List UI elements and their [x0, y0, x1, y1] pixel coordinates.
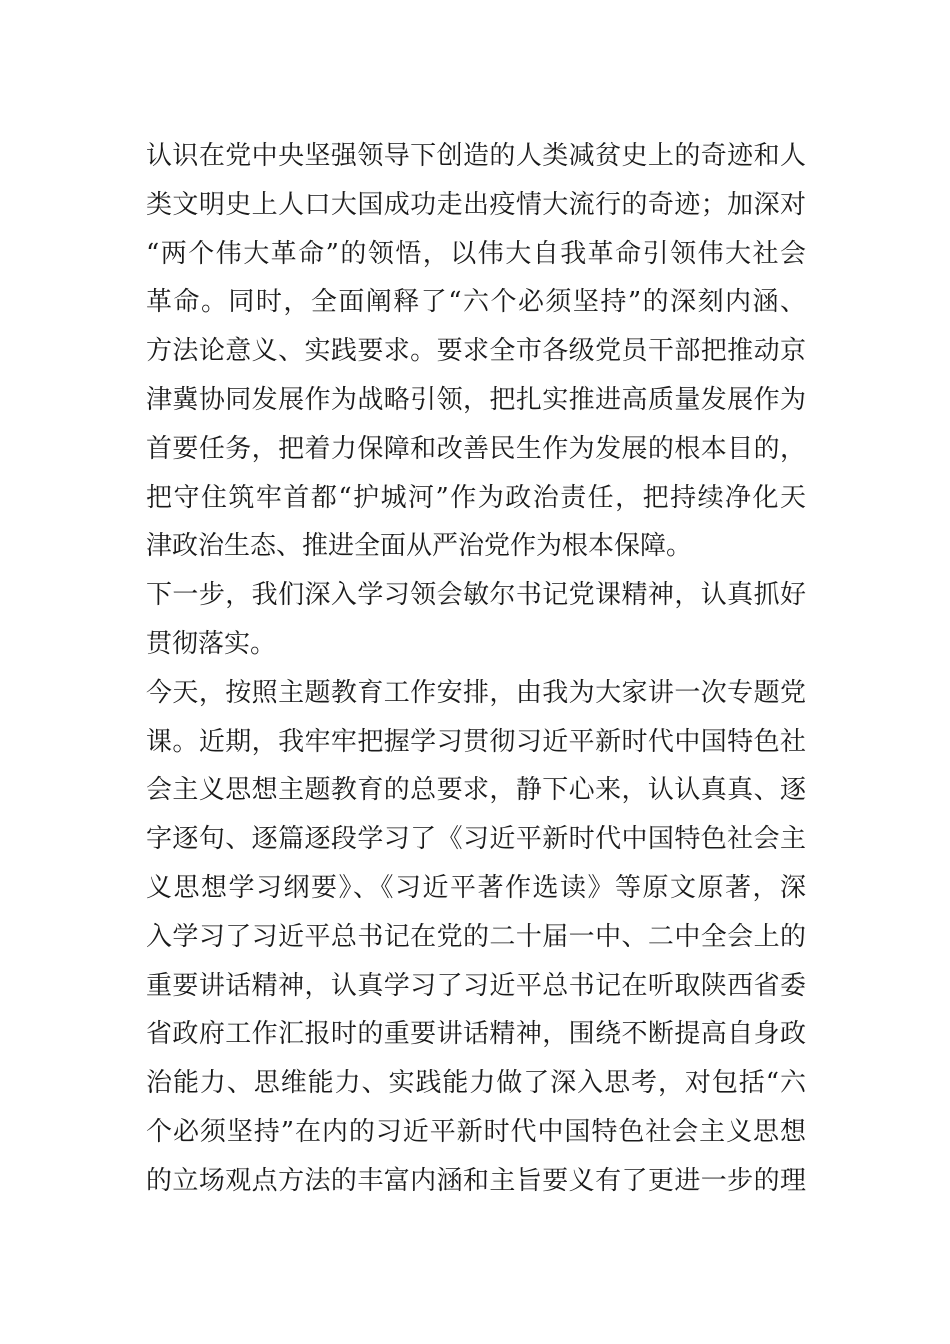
text-line: 类文明史上人口大国成功走出疫情大流行的奇迹；加深对	[146, 189, 806, 220]
text-line: 把守住筑牢首都“护城河”作为政治责任，把持续净化天	[146, 482, 806, 513]
text-line: 的立场观点方法的丰富内涵和主旨要义有了更进一步的理	[146, 1165, 806, 1196]
paragraph	[146, 571, 806, 669]
text-line: 下一步，我们深入学习领会敏尔书记党课精神，认真抓好	[146, 580, 806, 611]
text-line: 方法论意义、实践要求。要求全市各级党员干部把推动京	[146, 336, 806, 367]
text-line: 重要讲话精神，认真学习了习近平总书记在听取陕西省委	[146, 970, 806, 1001]
text-line: 今天，按照主题教育工作安排，由我为大家讲一次专题党	[146, 677, 806, 708]
document-page	[146, 132, 806, 1206]
text-line: 课。近期，我牢牢把握学习贯彻习近平新时代中国特色社	[146, 726, 806, 757]
text-line: 字逐句、逐篇逐段学习了《习近平新时代中国特色社会主	[146, 824, 806, 855]
text-line: 首要任务，把着力保障和改善民生作为发展的根本目的，	[146, 433, 806, 464]
text-line: 入学习了习近平总书记在党的二十届一中、二中全会上的	[146, 921, 806, 952]
text-line: 贯彻落实。	[146, 628, 277, 659]
text-line: “两个伟大革命”的领悟，以伟大自我革命引领伟大社会	[146, 238, 806, 269]
text-line: 个必须坚持”在内的习近平新时代中国特色社会主义思想	[146, 1116, 806, 1147]
text-line: 津政治生态、推进全面从严治党作为根本保障。	[146, 531, 693, 562]
paragraph	[146, 669, 806, 1206]
text-line: 认识在党中央坚强领导下创造的人类减贫史上的奇迹和人	[146, 141, 806, 171]
text-line: 津冀协同发展作为战略引领，把扎实推进高质量发展作为	[146, 384, 806, 415]
text-line: 治能力、思维能力、实践能力做了深入思考，对包括“六	[146, 1068, 806, 1099]
text-line: 革命。同时，全面阐释了“六个必须坚持”的深刻内涵、	[146, 287, 806, 318]
text-line: 省政府工作汇报时的重要讲话精神，围绕不断提高自身政	[146, 1019, 806, 1050]
paragraph	[146, 132, 806, 571]
text-line: 义思想学习纲要》、《习近平著作选读》等原文原著，深	[146, 872, 806, 903]
text-line: 会主义思想主题教育的总要求，静下心来，认认真真、逐	[146, 775, 806, 806]
